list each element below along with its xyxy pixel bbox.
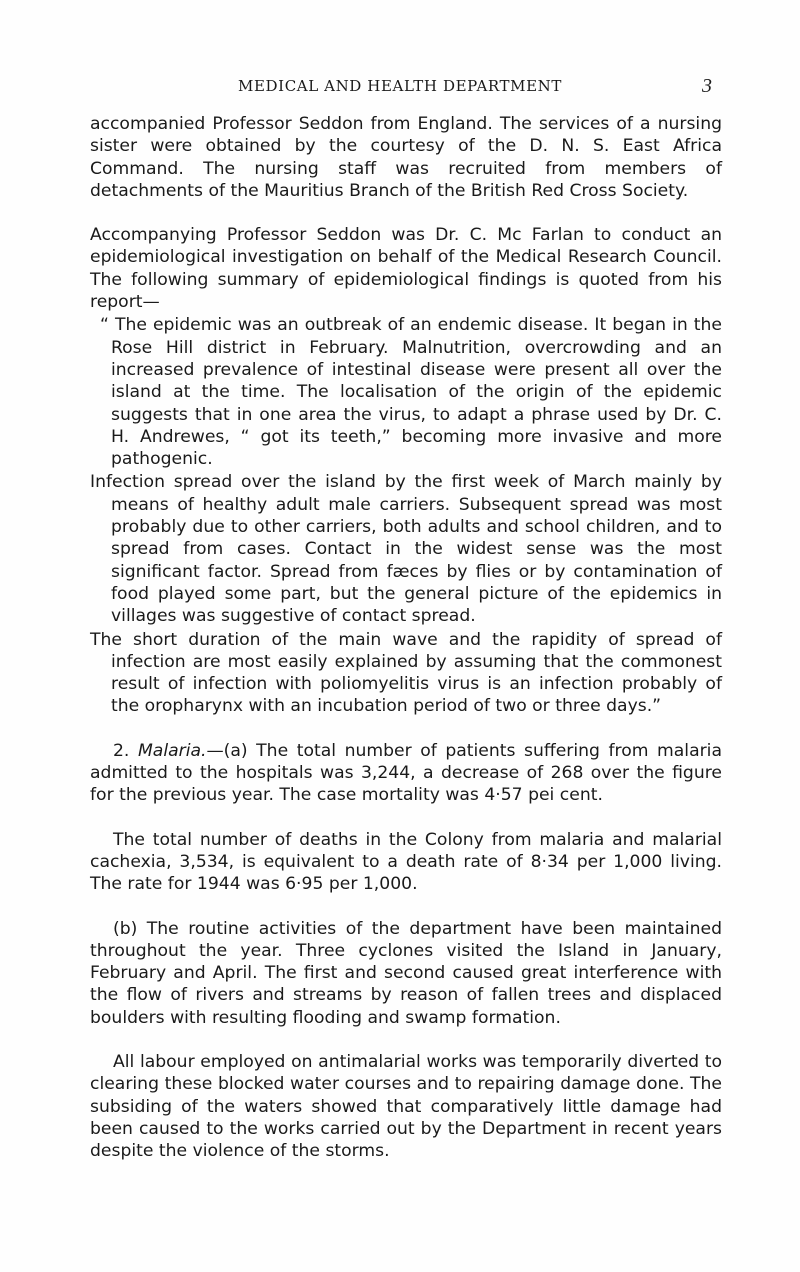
- paragraph-malaria-admissions: [90, 740, 722, 807]
- paragraph-routine-activities: [90, 918, 722, 1029]
- subsection-label-a: (a): [223, 740, 248, 761]
- paragraph-malaria-deaths: The total number of deaths in the Colony from malaria and malarial cachexia, 3,534, is equivalent to a death rate of 8·34 per 1,000 living. The rate for 1944 was 6·95 per 1,000.: [90, 829, 722, 895]
- running-title: MEDICAL AND HEALTH DEPARTMENT: [238, 77, 562, 95]
- section-dash: —: [206, 740, 224, 761]
- quote-paragraph-outbreak: “ The epidemic was an outbreak of an endemic disease. It began in the Rose Hill district in February. Malnutrition, overcrowding and an increased prevalence of intestinal disease were present all over the island at the time. The localisation of the origin of the epidemic suggests that in one area the virus, to adapt a phrase used by Dr. C. H. Andrewes, “ got its teeth,” becoming more invasive and more pathogenic.: [100, 315, 722, 470]
- quote-paragraph-wave-duration: The short duration of the main wave and the rapidity of spread of infection are most easily explained by assuming that the commonest result of infection with poliomyelitis virus is an infection probably of the oropharynx with an incubation period of two or three days.”: [90, 629, 722, 717]
- paragraph-antimalarial-works: All labour employed on antimalarial works was temporarily diverted to clearing these blocked water courses and to repairing damage done. The subsiding of the waters showed that comparatively little damage had been caused to the works carried out by the Department in recent years despite the violence of the storms.: [90, 1051, 722, 1162]
- subsection-label-b: (b): [113, 918, 138, 939]
- section-title-malaria: Malaria.: [137, 740, 207, 761]
- quote-paragraph-infection-spread: Infection spread over the island by the first week of March mainly by means of healthy adult male carriers. Subsequent spread was most probably due to other carriers, both adults and school children, and to spread from cases. Contact in the widest sense was the most significant factor. Spread from fæces by flies or by contamination of food played some part, but the general picture of the epidemics in villages was suggestive of contact spread.: [90, 472, 722, 627]
- malaria-admissions-text: The total number of patients suffering from malaria admitted to the hospitals was 3,244, a decrease of 268 over the figure for the previous year. The case mortality was 4·57 pei cent.: [90, 740, 722, 806]
- paragraph-continuation: accompanied Professor Seddon from England. The services of a nursing sister were obtained by the courtesy of the D. N. S. East Africa Command. The nursing staff was recruited from members of detachments of the Mauritius Branch of the British Red Cross Society.: [90, 114, 722, 201]
- routine-activities-text: The routine activities of the department have been maintained throughout the year. Three cyclones visited the Island in January, February and April. The first and second caused great interference with the flow of rivers and streams by reason of fallen trees and displaced boulders with resulting flooding and swamp formation.: [90, 918, 722, 1028]
- page-number: 3: [702, 75, 712, 97]
- page-header: [0, 76, 800, 100]
- body-text: [90, 113, 722, 1184]
- section-number: 2.: [113, 740, 130, 761]
- paragraph-epidemiology-intro: Accompanying Professor Seddon was Dr. C. Mc Farlan to conduct an epidemiological investigation on behalf of the Medical Research Council. The following summary of epidemiological findings is quoted from his report—: [90, 225, 722, 313]
- quoted-report: [90, 314, 722, 717]
